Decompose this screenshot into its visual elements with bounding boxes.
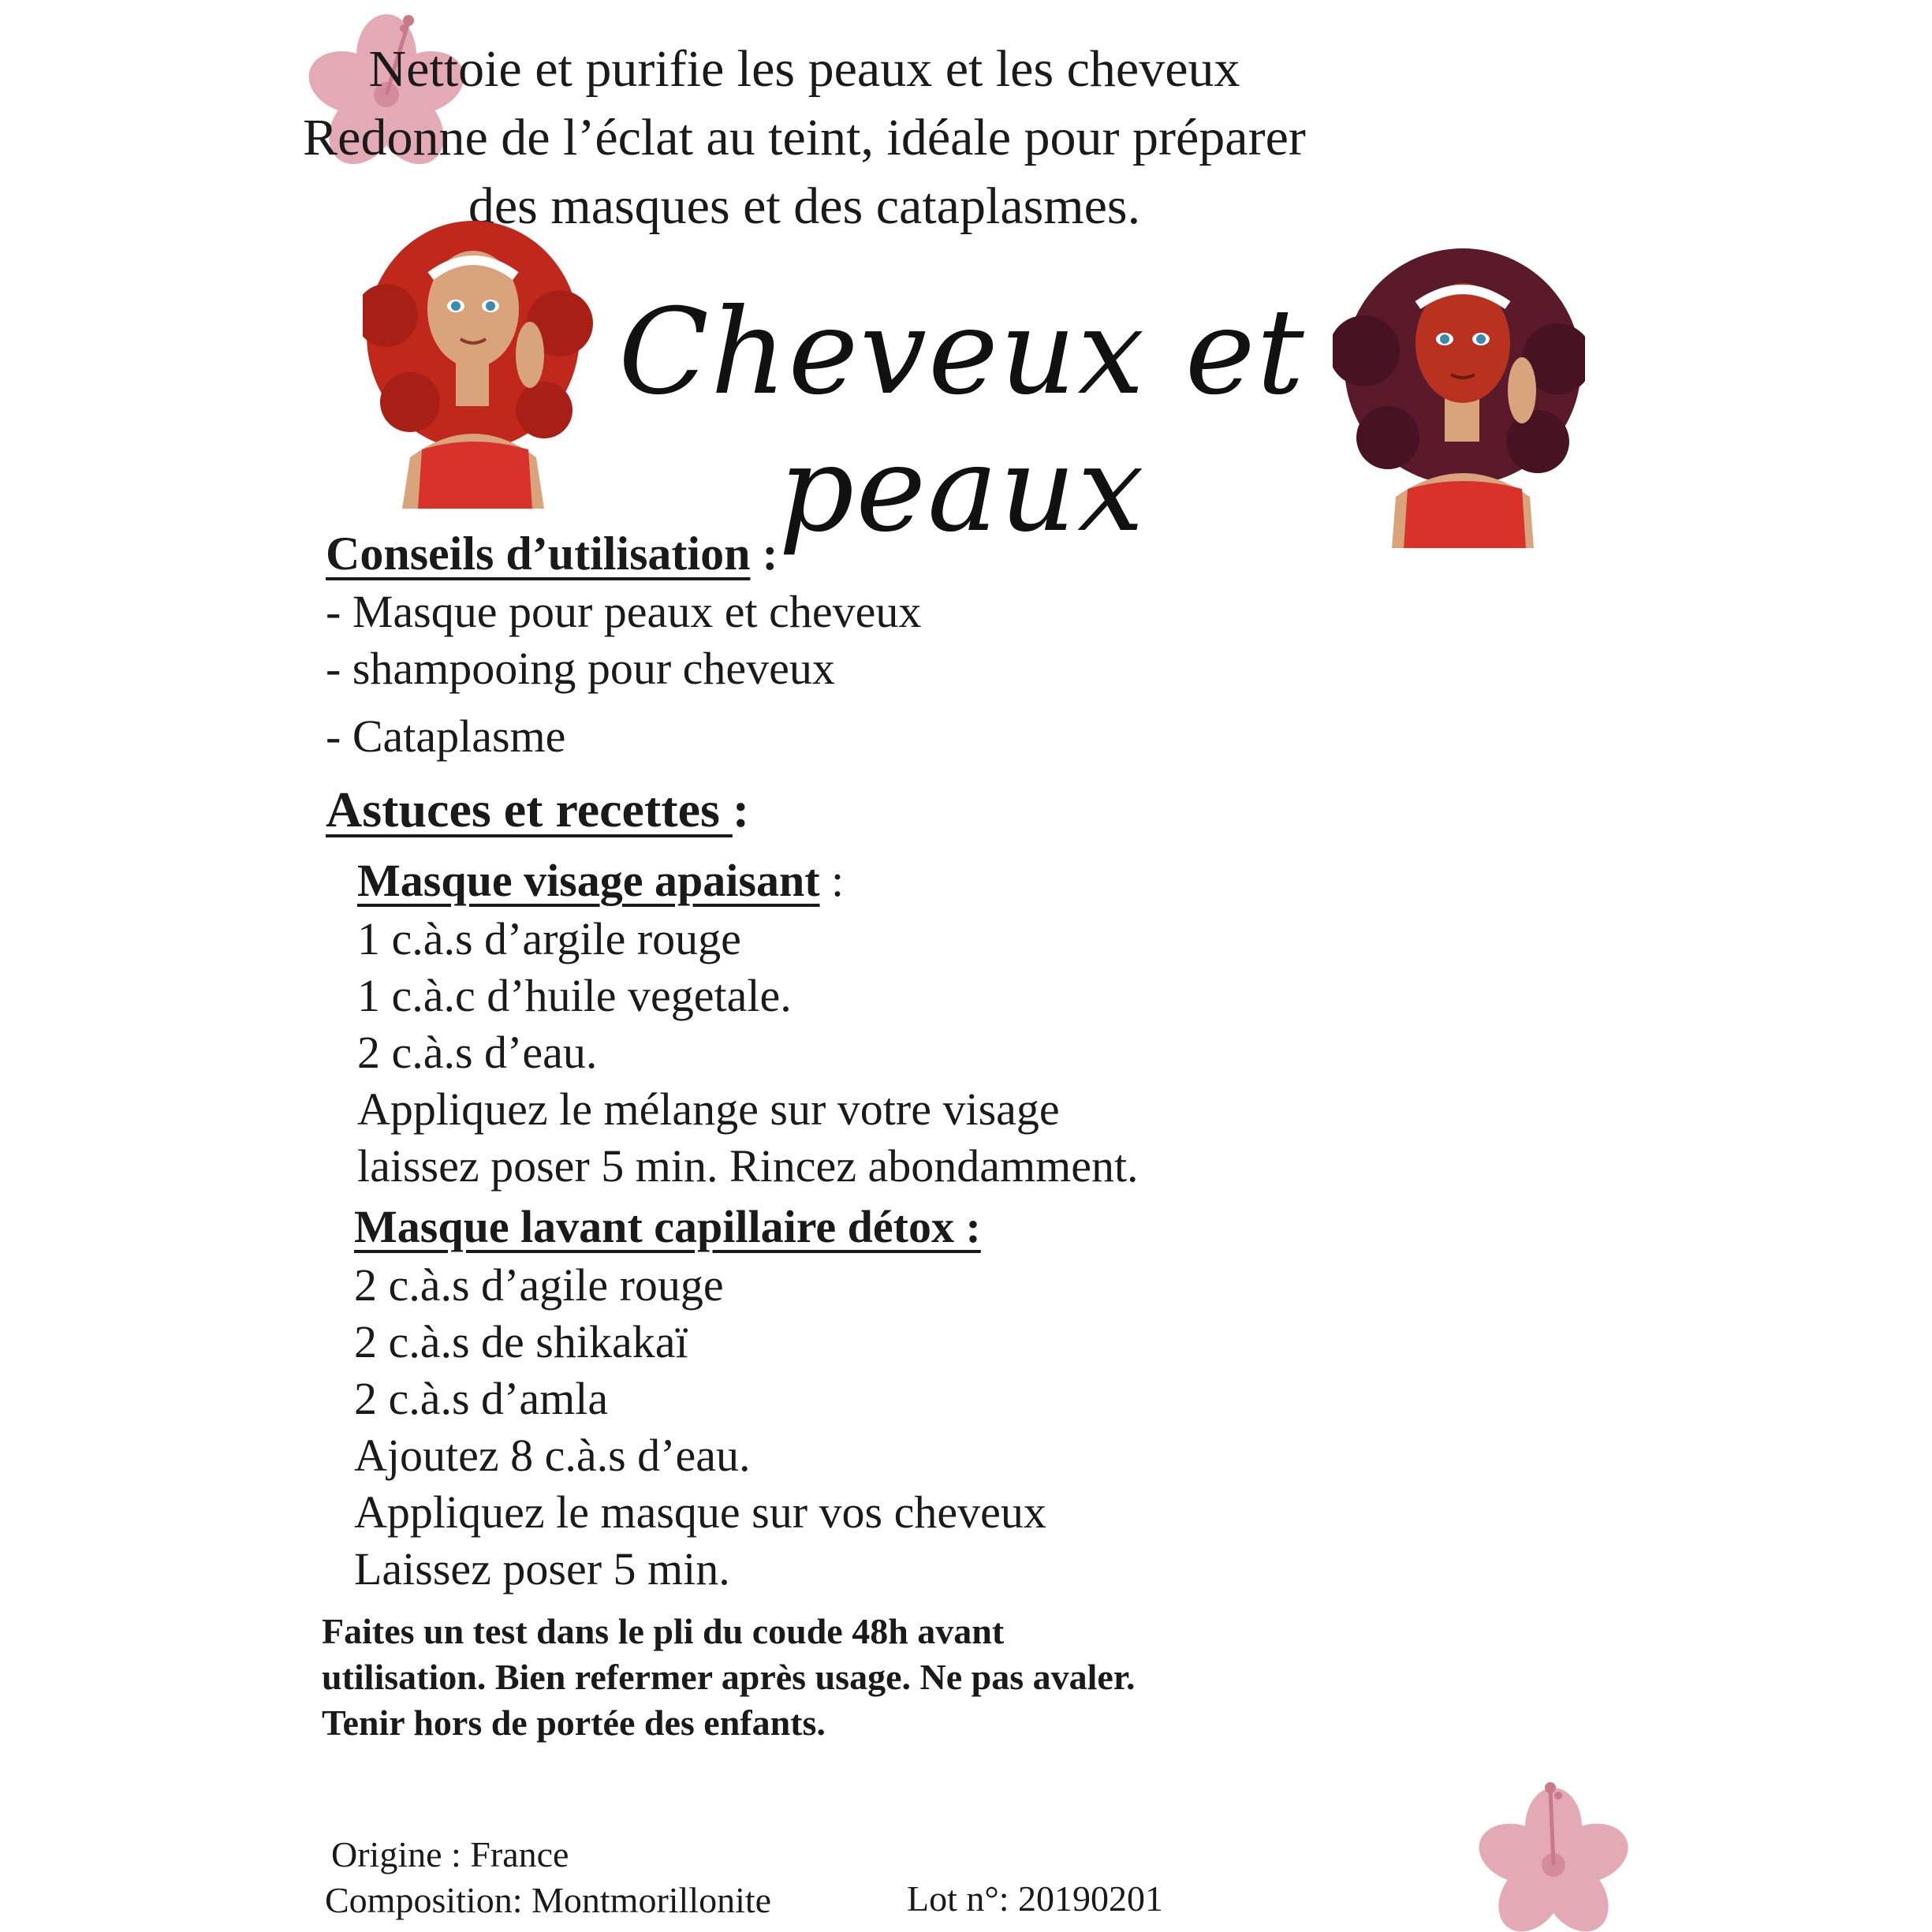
astuces-heading-suffix: : — [732, 781, 750, 837]
woman-illustration — [363, 221, 599, 509]
recipe2-line-6: Laissez poser 5 min. — [354, 1543, 730, 1594]
woman-mask-illustration — [1333, 248, 1585, 548]
origin-text: Origine : France — [331, 1834, 569, 1874]
conseils-item-1: - Masque pour peaux et cheveux — [326, 586, 922, 637]
intro-line-1: Nettoie et purifie les peaux et les cheveux — [368, 40, 1240, 98]
recipe2-line-1: 2 c.à.s d’agile rouge — [354, 1259, 724, 1311]
recipe2-heading-text: Masque lavant capillaire détox : — [354, 1201, 981, 1252]
warning-line-2: utilisation. Bien refermer après usage. Ne pas avaler. — [322, 1657, 1136, 1697]
conseils-heading-text: Conseils d’utilisation — [326, 528, 751, 580]
intro-line-2: Redonne de l’éclat au teint, idéale pour préparer — [303, 109, 1306, 166]
intro-text — [300, 35, 1309, 241]
recipe1-line-3: 2 c.à.s d’eau. — [357, 1027, 598, 1078]
recipe1-line-5: laissez poser 5 min. Rincez abondamment. — [357, 1140, 1139, 1192]
warning-line-3: Tenir hors de portée des enfants. — [322, 1703, 826, 1743]
hibiscus-bottom-icon — [1467, 1778, 1640, 1932]
conseils-heading-suffix: : — [750, 528, 778, 580]
warning-text — [322, 1609, 1136, 1746]
recipe2-line-5: Appliquez le masque sur vos cheveux — [354, 1486, 1046, 1538]
conseils-item-3: - Cataplasme — [326, 711, 566, 762]
intro-line-3: des masques et des cataplasmes. — [468, 177, 1141, 235]
recipe1-heading-text: Masque visage apaisant — [357, 855, 820, 906]
composition-text: Composition: Montmorillonite — [325, 1880, 772, 1920]
recipe2-line-4: Ajoutez 8 c.à.s d’eau. — [354, 1430, 751, 1481]
astuces-heading — [326, 781, 749, 839]
conseils-item-2: - shampooing pour cheveux — [326, 643, 835, 694]
conseils-heading — [326, 527, 778, 581]
recipe1-line-2: 1 c.à.c d’huile vegetale. — [357, 970, 792, 1021]
recipe1-line-1: 1 c.à.s d’argile rouge — [357, 913, 741, 964]
recipe1-heading — [357, 854, 844, 907]
recipe2-heading — [354, 1200, 981, 1253]
title: Cheveux et peaux — [618, 284, 1306, 558]
recipe2-line-3: 2 c.à.s d’amla — [354, 1373, 609, 1424]
recipe1-line-4: Appliquez le mélange sur votre visage — [357, 1083, 1060, 1135]
astuces-heading-text: Astuces et recettes — [326, 781, 733, 837]
recipe2-line-2: 2 c.à.s de shikakaï — [354, 1316, 688, 1367]
lot-number: Lot n°: 20190201 — [907, 1878, 1164, 1919]
warning-line-1: Faites un test dans le pli du coude 48h avant — [322, 1611, 1005, 1651]
recipe1-heading-suffix: : — [819, 855, 845, 906]
